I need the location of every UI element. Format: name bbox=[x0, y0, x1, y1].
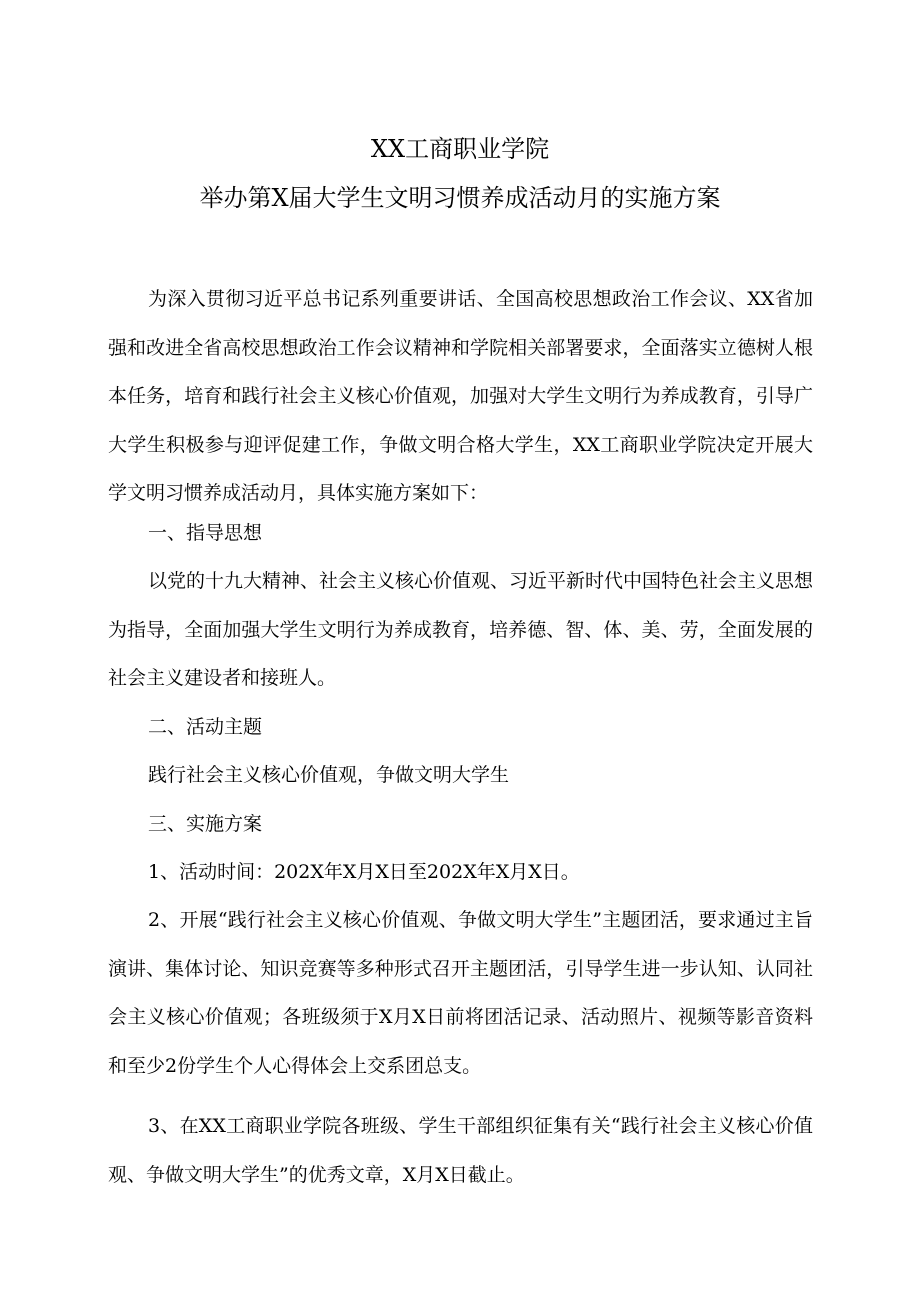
section-heading-guiding-thought: 一、指导思想 bbox=[148, 522, 263, 544]
implementation-item-3: 3、在XX工商职业学院各班级、学生干部组织征集有关“践行社会主义核心价值观、争做文明大学生”的优秀文章，X月X日截止。 bbox=[108, 1115, 813, 1186]
guiding-thought-paragraph: 以党的十九大精神、社会主义核心价值观、习近平新时代中国特色社会主义思想为指导，全面加强大学生文明行为养成教育，培养德、智、体、美、劳，全面发展的社会主义建设者和接班人。 bbox=[108, 570, 814, 689]
intro-paragraph: 为深入贯彻习近平总书记系列重要讲话、全国高校思想政治工作会议、XX省加强和改进全省高校思想政治工作会议精神和学院相关部署要求，全面落实立德树人根本任务，培育和践行社会主义核心价值观，加强对大学生文明行为养成教育，引导广大学生积极参与迎评促建工作，争做文明合格大学生，XX工商职业学院决定开展大学文明习惯养成活动月，具体实施方案如下： bbox=[108, 288, 813, 504]
document-title-institution: XX工商职业学院 bbox=[370, 135, 550, 163]
section-heading-theme: 二、活动主题 bbox=[148, 716, 263, 738]
theme-paragraph: 践行社会主义核心价值观，争做文明大学生 bbox=[148, 764, 510, 786]
section-heading-implementation: 三、实施方案 bbox=[148, 813, 263, 835]
implementation-item-2: 2、开展“践行社会主义核心价值观、争做文明大学生”主题团活，要求通过主旨演讲、集体讨论、知识竞赛等多种形式召开主题团活，引导学生进一步认知、认同社会主义核心价值观；各班级须于X月X日前将团活记录、活动照片、视频等影音资料和至少2份学生个人心得体会上交系团总支。 bbox=[108, 909, 813, 1077]
document-title-plan: 举办第X届大学生文明习惯养成活动月的实施方案 bbox=[199, 184, 721, 212]
implementation-item-1: 1、活动时间：202X年X月X日至202X年X月X日。 bbox=[148, 861, 580, 883]
